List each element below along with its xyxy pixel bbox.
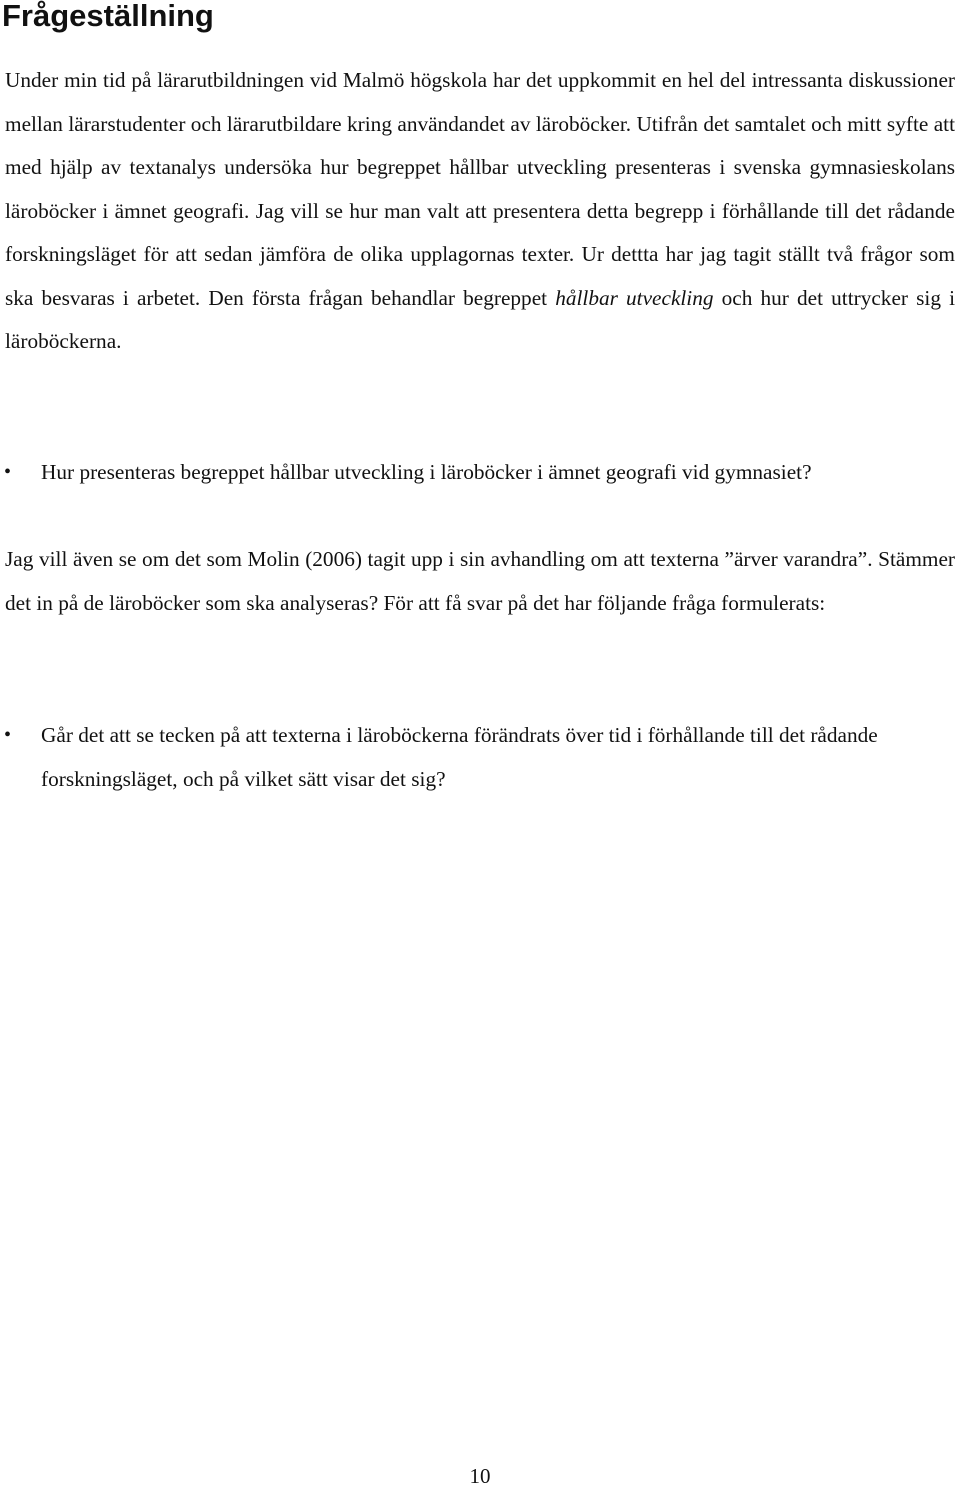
- intro-italic-term: hållbar utveckling: [555, 285, 714, 310]
- page-number: 10: [469, 1464, 491, 1488]
- section-heading: Frågeställning: [2, 0, 214, 33]
- research-question-2: [0, 714, 956, 801]
- research-question-1-text: Hur presenteras begreppet hållbar utveckling i läroböcker i ämnet geografi vid gymnasiet?: [41, 460, 812, 484]
- intro-paragraph: [5, 59, 955, 364]
- second-paragraph: Jag vill även se om det som Molin (2006) tagit upp i sin avhandling om att texterna ”ärver varandra”. Stämmer det in på de läroböcker som ska analyseras? För att få svar på det har följande fråga formulerats:: [5, 547, 955, 615]
- research-question-1: [0, 451, 956, 495]
- bullet-icon: •: [4, 724, 12, 746]
- research-question-2-text: Går det att se tecken på att texterna i läroböckerna förändrats över tid i förhållande till det rådande forskningsläget, och på vilket sätt visar det sig?: [41, 723, 878, 791]
- bullet-icon: •: [4, 461, 12, 483]
- intro-text-before: Under min tid på lärarutbildningen vid Malmö högskola har det uppkommit en hel del intressanta diskussioner mellan lärarstudenter och lärarutbildare kring användandet av läroböcker. Utifrån det samtalet och mitt syfte att med hjälp av textanalys undersöka hur begreppet hållbar utveckling presenteras i svenska gymnasieskolans läroböcker i ämnet geografi. Jag vill se hur man valt att presentera detta begrepp i förhållande till det rådande forskningsläget för att sedan jämföra de olika upplagornas texter. Ur dettta har jag tagit ställt två frågor som ska besvaras i arbetet. Den första frågan behandlar begreppet: [5, 68, 955, 310]
- intro-text-after: och hur det uttrycker sig i läroböckerna.: [5, 285, 956, 353]
